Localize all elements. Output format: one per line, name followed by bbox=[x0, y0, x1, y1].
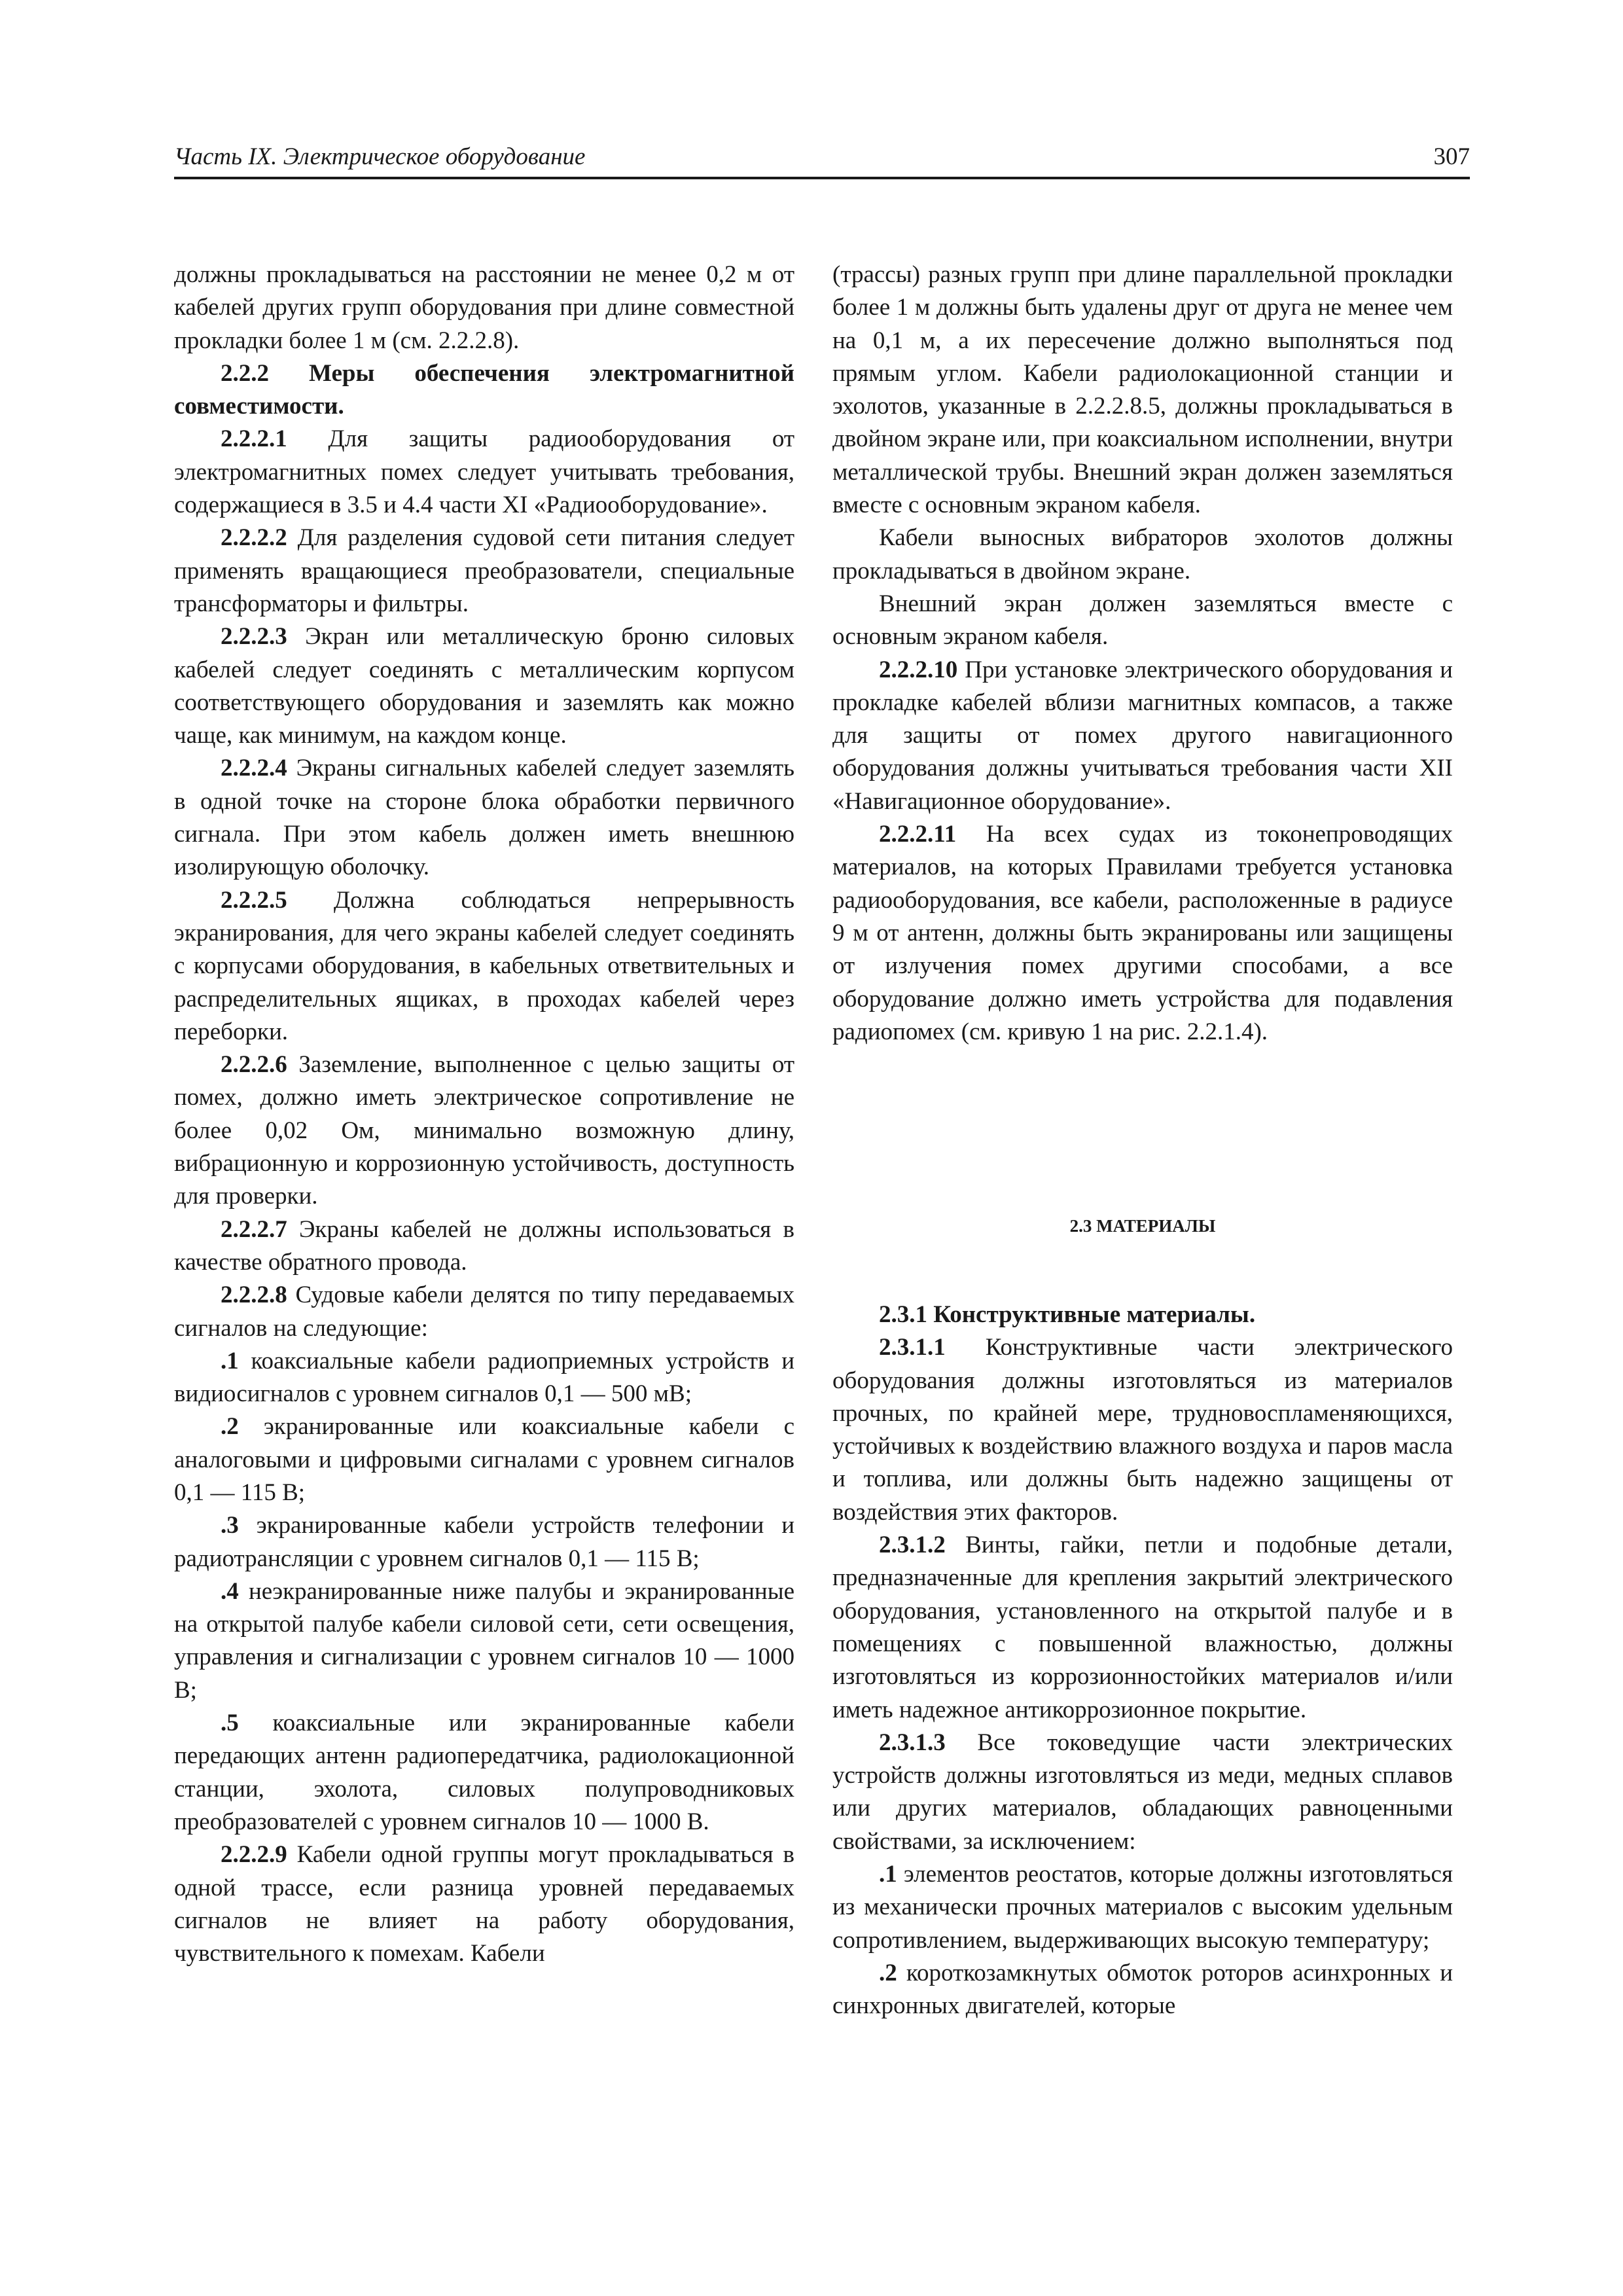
clause-number: 2.3.1.3 bbox=[879, 1729, 946, 1756]
clause-text: На всех судах из токонепроводящих материалов, на которых Правилами требуется установка радиооборудования, все кабели, расположенные в радиусе 9 м от антенн, должны быть экранированы или защищены от излучения помех другими способами, а все оборудование должно иметь устройства для подавления радиопомех (см. кривую 1 на рис. 2.2.1.4). bbox=[832, 821, 1453, 1045]
left-column bbox=[174, 259, 794, 1970]
list-item bbox=[174, 1410, 794, 1509]
paragraph bbox=[174, 423, 794, 522]
paragraph bbox=[832, 654, 1453, 818]
section-title: 2.3 МАТЕРИАЛЫ bbox=[1069, 1216, 1216, 1236]
clause-number: 2.2.2.2 bbox=[221, 524, 287, 552]
list-text: экранированные или коаксиальные кабели с аналоговыми и цифровыми сигналами с уровнем сигналов 0,1 — 115 В; bbox=[174, 1413, 794, 1506]
list-text: неэкранированные ниже палубы и экранированные на открытой палубе кабели силовой сети, сети освещения, управления и сигнализации с уровнем сигналов 10 — 1000 В; bbox=[174, 1577, 794, 1704]
paragraph: Внешний экран должен заземляться вместе с основным экраном кабеля. bbox=[832, 590, 1453, 651]
list-item bbox=[832, 1957, 1453, 2023]
list-item bbox=[174, 1707, 794, 1839]
list-item bbox=[174, 1509, 794, 1575]
paragraph bbox=[174, 884, 794, 1049]
subsection-heading bbox=[832, 1299, 1453, 1331]
paragraph bbox=[832, 1727, 1453, 1858]
page-number: 307 bbox=[1433, 143, 1470, 170]
list-text: элементов реостатов, которые должны изготовляться из механически прочных материалов с высоким удельным сопротивлением, выдерживающих высокую температуру; bbox=[832, 1861, 1453, 1954]
list-number: .2 bbox=[221, 1413, 239, 1441]
paragraph bbox=[174, 1049, 794, 1213]
list-number: .4 bbox=[221, 1577, 239, 1605]
paragraph bbox=[832, 1529, 1453, 1727]
clause-text: Все токоведущие части электрических устройств должны изготовляться из меди, медных сплавов или других материалов, обладающих равноценными свойствами, за исключением: bbox=[832, 1729, 1453, 1855]
clause-text: Заземление, выполненное с целью защиты от помех, должно иметь электрическое сопротивление не более 0,02 Ом, минимально возможную длину, вибрационную и коррозионную устойчивость, доступность для проверки. bbox=[174, 1051, 794, 1210]
clause-text: Конструктивные части электрического оборудования должны изготовляться из материалов прочных, по крайней мере, трудновоспламеняющихся, устойчивых к воздействию влажного воздуха и паров масла и топлива, или должны быть надежно защищены от воздействия этих факторов. bbox=[832, 1334, 1453, 1526]
clause-text: Экраны сигнальных кабелей следует заземлять в одной точке на стороне блока обработки первичного сигнала. При этом кабель должен иметь внешнюю изолирующую оболочку. bbox=[174, 755, 794, 881]
list-text: короткозамкнутых обмоток роторов асинхронных и синхронных двигателей, которые bbox=[832, 1959, 1453, 2020]
paragraph bbox=[174, 620, 794, 752]
list-item bbox=[174, 1345, 794, 1411]
clause-text: Должна соблюдаться непрерывность экранирования, для чего экраны кабелей следует соединять с корпусами оборудования, в кабельных ответвительных и распределительных ящиках, в проходах кабелей через переборки. bbox=[174, 886, 794, 1045]
subsection-number: 2.3.1 Конструктивные материалы. bbox=[879, 1301, 1256, 1328]
clause-number: 2.2.2.7 bbox=[221, 1215, 287, 1243]
list-item bbox=[832, 1858, 1453, 1957]
list-text: коаксиальные или экранированные кабели передающих антенн радиопередатчика, радиолокационной станции, эхолота, силовых полупроводниковых преобразователей с уровнем сигналов 10 — 1000 В. bbox=[174, 1710, 794, 1835]
right-column bbox=[832, 259, 1453, 1049]
clause-text: Экраны кабелей не должны использоваться в качестве обратного провода. bbox=[174, 1215, 794, 1276]
clause-text: Для защиты радиооборудования от электромагнитных помех следует учитывать требования, содержащиеся в 3.5 и 4.4 части XI «Радиооборудование». bbox=[174, 425, 794, 519]
paragraph: (трассы) разных групп при длине параллельной прокладки более 1 м должны быть удалены друг от друга не менее чем на 0,1 м, а их пересечение должно выполняться под прямым углом. Кабели радиолокационной станции и эхолотов, указанные в 2.2.2.8.5, должны прокладываться в двойном экране или, при коаксиальном исполнении, внутри металлической трубы. Внешний экран должен заземляться вместе с основным экраном кабеля. bbox=[832, 261, 1453, 519]
paragraph bbox=[174, 1279, 794, 1345]
clause-text: При установке электрического оборудования и прокладке кабелей вблизи магнитных компасов, а также для защиты от помех другого навигационного оборудования должны учитываться требования части XII «Навигационное оборудование». bbox=[832, 656, 1453, 815]
paragraph bbox=[174, 1839, 794, 1970]
clause-number: 2.2.2.4 bbox=[221, 755, 287, 782]
right-column-lower bbox=[832, 1299, 1453, 2023]
paragraph bbox=[174, 522, 794, 620]
paragraph: Кабели выносных вибраторов эхолотов должны прокладываться в двойном экране. bbox=[832, 524, 1453, 584]
section-number: 2.2.2 Меры обеспечения электромагнитной совместимости. bbox=[174, 359, 794, 420]
paragraph bbox=[832, 1331, 1453, 1529]
clause-number: 2.2.2.5 bbox=[221, 886, 287, 914]
page-header bbox=[174, 143, 1470, 179]
clause-number: 2.2.2.1 bbox=[221, 425, 287, 453]
section-heading bbox=[174, 357, 794, 423]
clause-number: 2.2.2.8 bbox=[221, 1282, 287, 1309]
clause-number: 2.3.1.2 bbox=[879, 1532, 946, 1559]
paragraph bbox=[832, 818, 1453, 1049]
running-title: Часть IX. Электрическое оборудование bbox=[174, 143, 586, 170]
list-text: экранированные кабели устройств телефонии и радиотрансляции с уровнем сигналов 0,1 — 115 В; bbox=[174, 1512, 794, 1572]
clause-number: 2.3.1.1 bbox=[879, 1334, 946, 1361]
list-number: .1 bbox=[221, 1347, 239, 1374]
list-number: .3 bbox=[221, 1512, 239, 1539]
clause-text: Для разделения судовой сети питания следует применять вращающиеся преобразователи, специальные трансформаторы и фильтры. bbox=[174, 524, 794, 617]
clause-text: Винты, гайки, петли и подобные детали, предназначенные для крепления закрытий электрического оборудования, установленного на открытой палубе и в помещениях с повышенной влажностью, должны изготовляться из коррозионностойких материалов и/или иметь надежное антикоррозионное покрытие. bbox=[832, 1532, 1453, 1723]
clause-number: 2.2.2.11 bbox=[879, 821, 957, 848]
paragraph bbox=[174, 752, 794, 884]
list-number: .5 bbox=[221, 1710, 239, 1737]
clause-text: Экран или металлическую броню силовых кабелей следует соединять с металлическим корпусом соответствующего оборудования и заземлять как можно чаще, как минимум, на каждом конце. bbox=[174, 623, 794, 749]
header-rule bbox=[174, 177, 1470, 179]
list-number: .1 bbox=[879, 1861, 897, 1888]
clause-number: 2.2.2.6 bbox=[221, 1051, 287, 1079]
clause-number: 2.2.2.10 bbox=[879, 656, 958, 683]
list-number: .2 bbox=[879, 1959, 897, 1986]
list-text: коаксиальные кабели радиоприемных устройств и видиосигналов с уровнем сигналов 0,1 — 500 мВ; bbox=[174, 1347, 794, 1408]
clause-number: 2.2.2.3 bbox=[221, 623, 287, 651]
list-item bbox=[174, 1575, 794, 1707]
clause-text: Кабели одной группы могут прокладываться в одной трассе, если разница уровней передаваемых сигналов не влияет на работу оборудования, чувствительного к помехам. Кабели bbox=[174, 1841, 794, 1967]
paragraph: должны прокладываться на расстоянии не менее 0,2 м от кабелей других групп оборудования при длине совместной прокладки более 1 м (см. 2.2.2.8). bbox=[174, 261, 794, 354]
clause-text: Судовые кабели делятся по типу передаваемых сигналов на следующие: bbox=[174, 1282, 794, 1342]
clause-number: 2.2.2.9 bbox=[221, 1841, 287, 1869]
paragraph bbox=[174, 1213, 794, 1280]
